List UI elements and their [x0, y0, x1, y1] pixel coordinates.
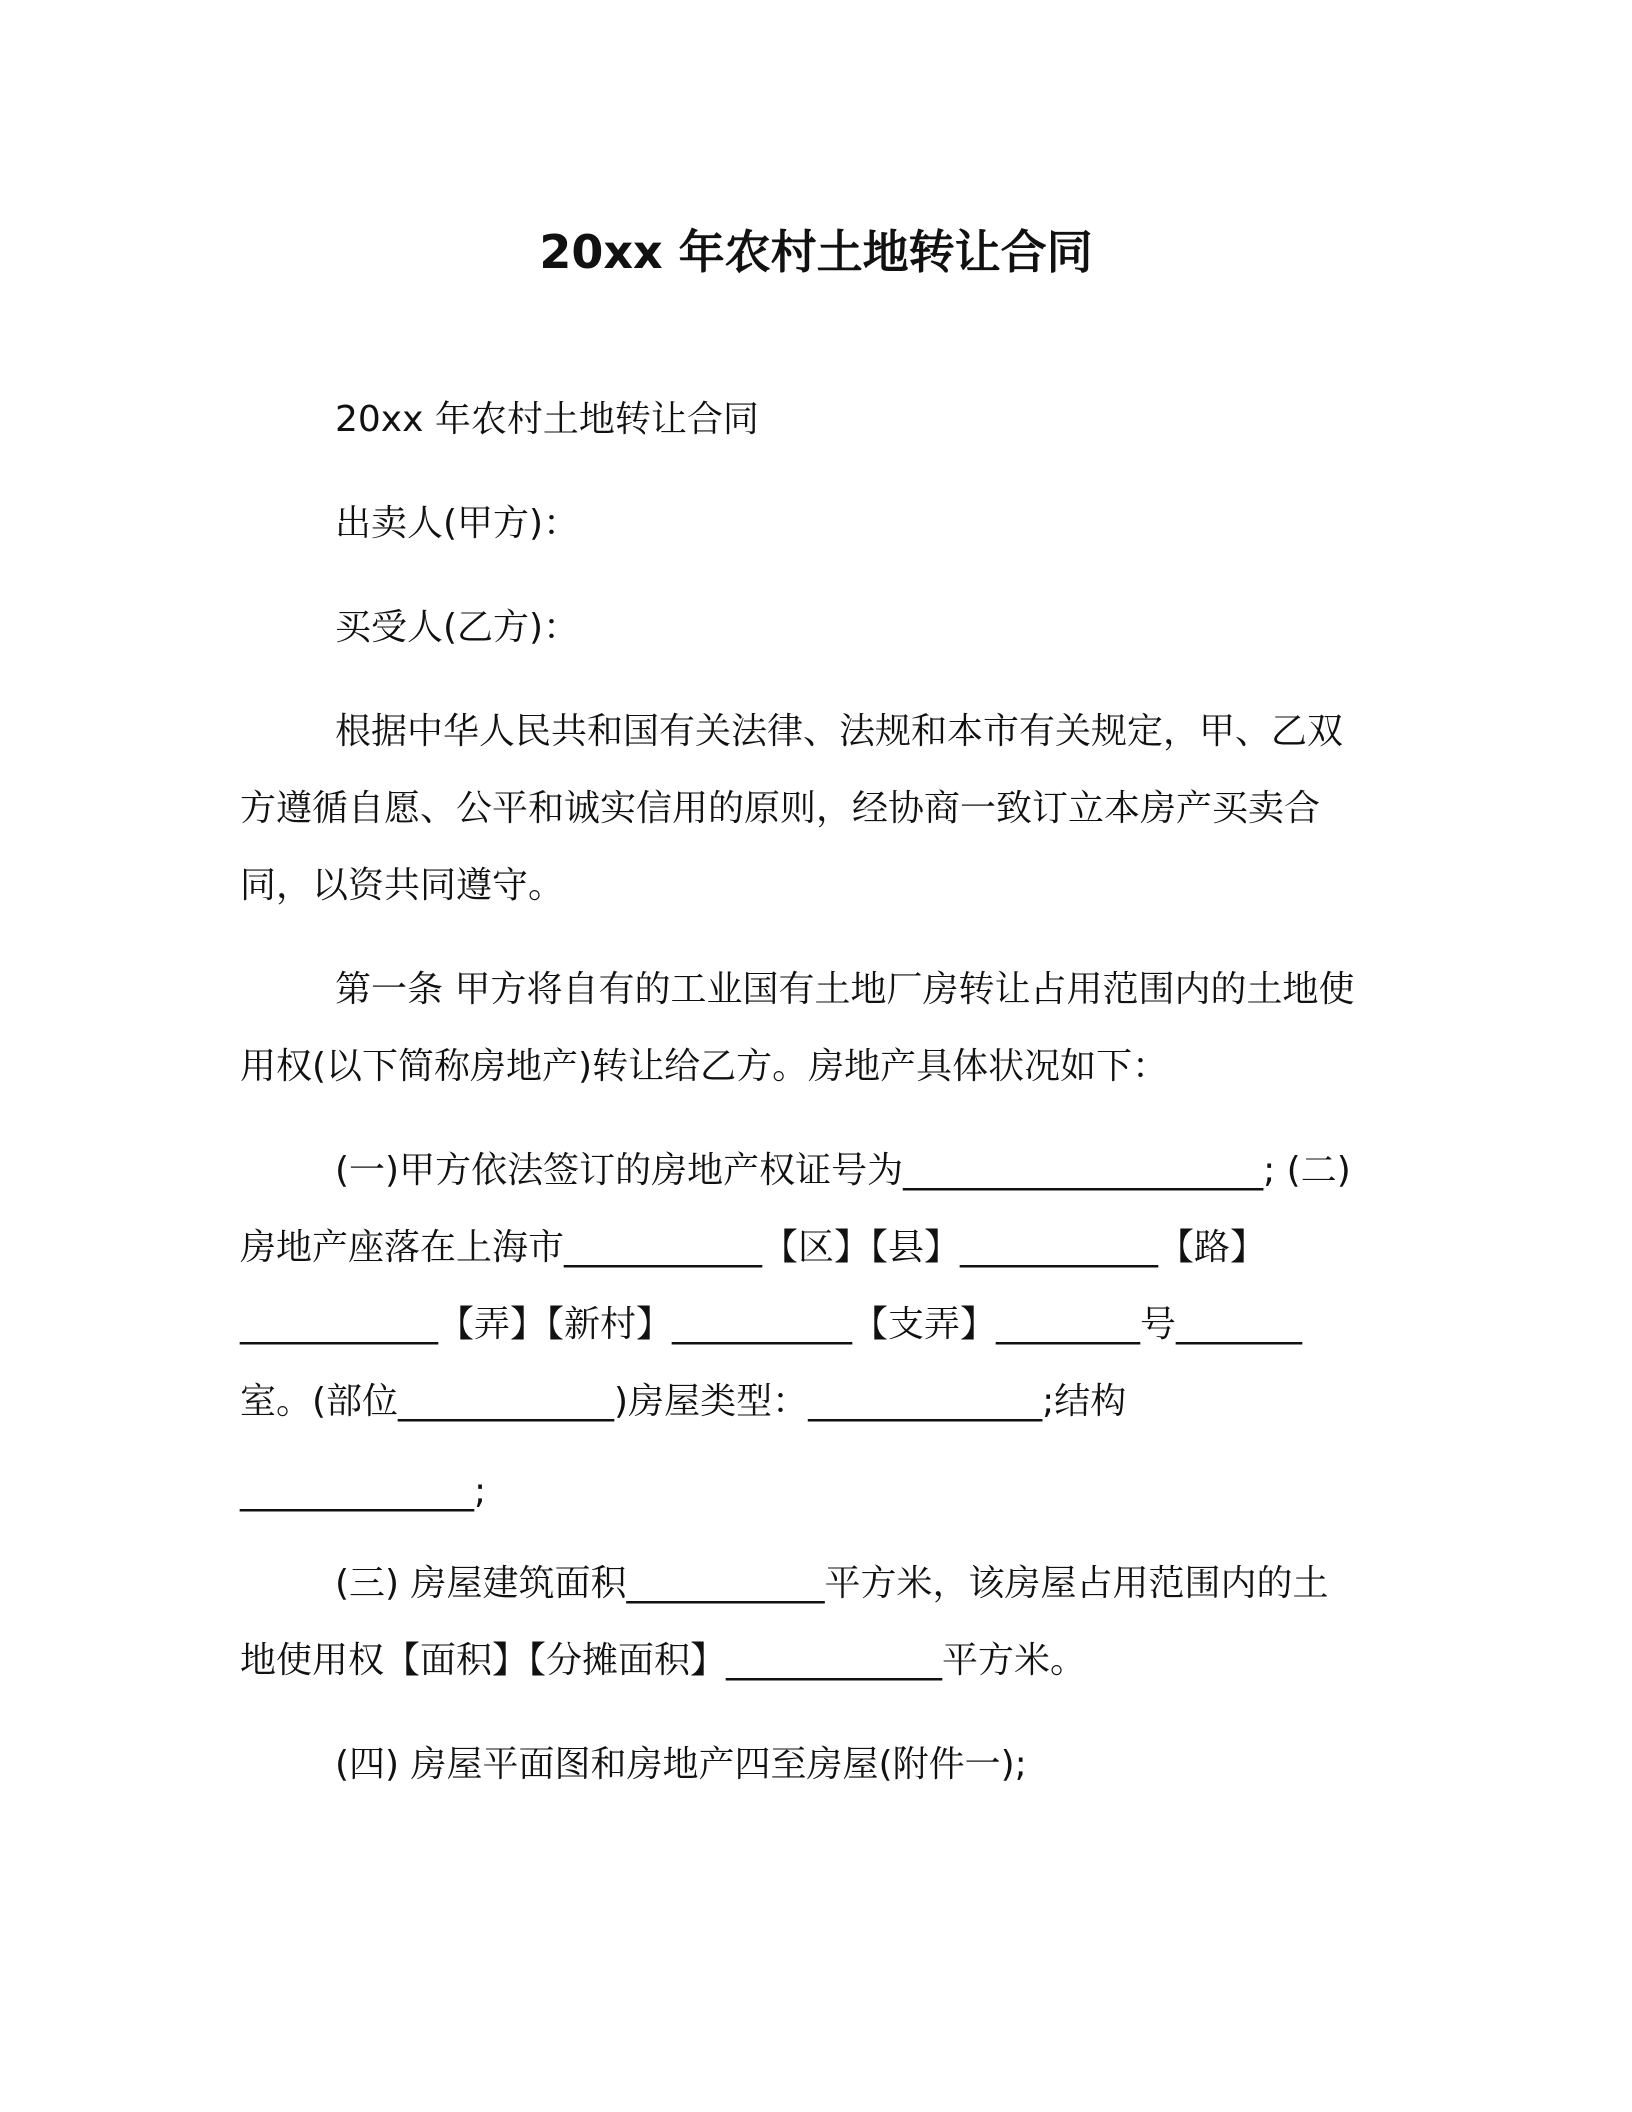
- item3-line: (三) 房屋建筑面积___________平方米，该房屋占用范围内的土: [335, 1563, 1329, 1604]
- preamble-line: 根据中华人民共和国有关法律、法规和本市有关规定，甲、乙双: [335, 711, 1344, 752]
- seller-line: 出卖人(甲方)：: [335, 503, 580, 544]
- preamble-line: 方遵循自愿、公平和诚实信用的原则，经协商一致订立本房产买卖合: [240, 788, 1321, 829]
- preamble-line: 同，以资共同遵守。: [240, 865, 565, 906]
- item-line: ___________【弄】【新村】__________【支弄】________号_______: [240, 1304, 1303, 1345]
- article1-line: 第一条 甲方将自有的工业国有土地厂房转让占用范围内的土地使: [335, 969, 1355, 1010]
- item-line: _____________;: [240, 1471, 487, 1512]
- buyer-line: 买受人(乙方)：: [335, 607, 580, 648]
- item-line: (一)甲方依法签订的房地产权证号为____________________; (二): [335, 1150, 1351, 1191]
- item-line: 房地产座落在上海市___________【区】【县】___________【路】: [240, 1227, 1267, 1268]
- document-title: 20xx 年农村土地转让合同: [539, 225, 1093, 279]
- document-subtitle: 20xx 年农村土地转让合同: [335, 399, 759, 440]
- article1-line: 用权(以下简称房地产)转让给乙方。房地产具体状况如下：: [240, 1046, 1169, 1087]
- item-line: 室。(部位____________)房屋类型：_____________;结构: [240, 1381, 1127, 1422]
- item4-line: (四) 房屋平面图和房地产四至房屋(附件一);: [335, 1744, 1027, 1785]
- item3-line: 地使用权【面积】【分摊面积】____________平方米。: [240, 1640, 1087, 1681]
